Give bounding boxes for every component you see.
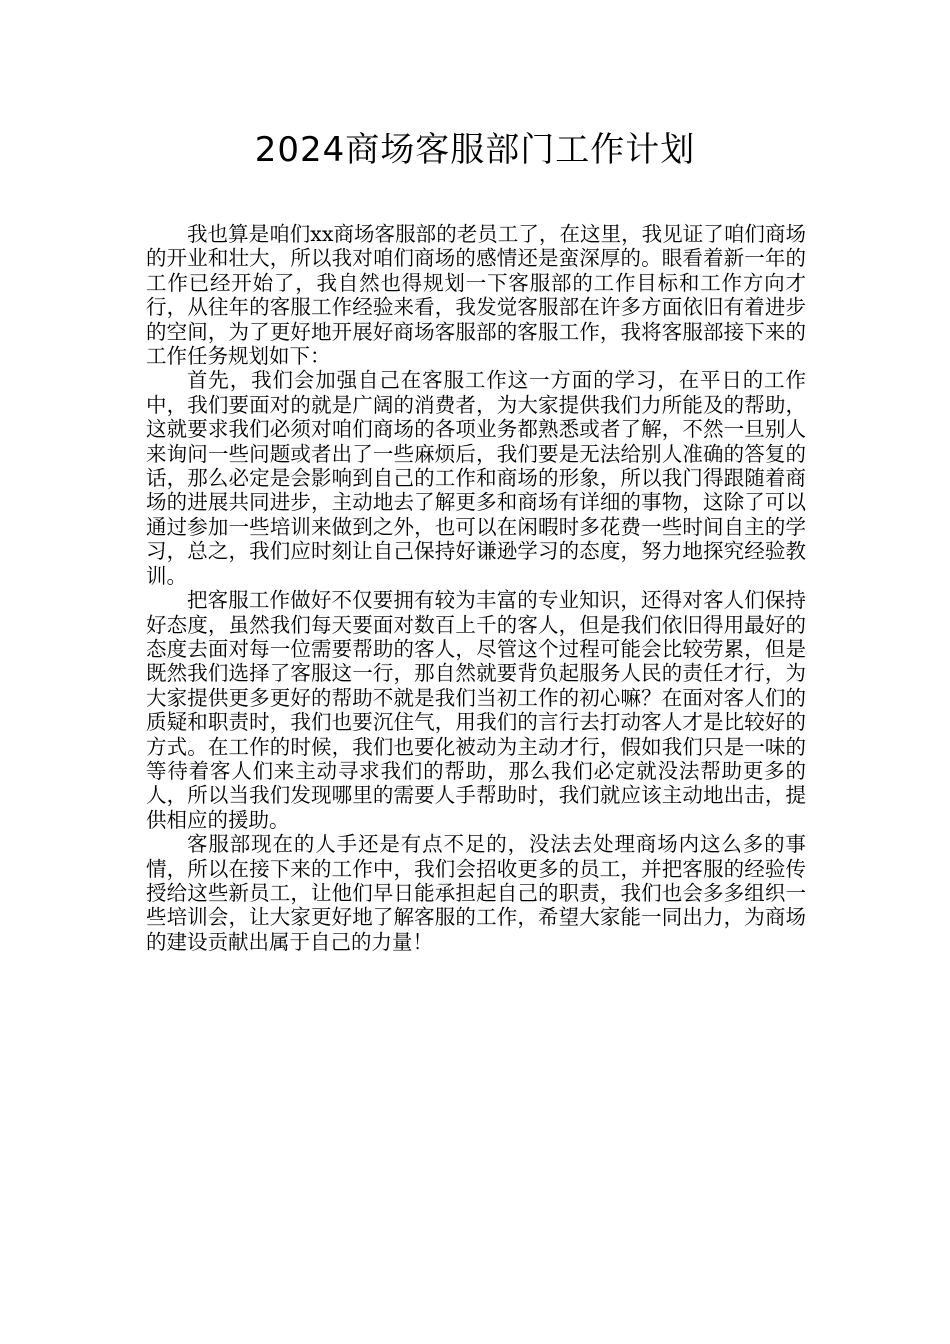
paragraph-attitude: 把客服工作做好不仅要拥有较为丰富的专业知识，还得对客人们保持好态度，虽然我们每天要面对数百上千的客人，但是我们依旧得用最好的态度去面对每一位需要帮助的客人，尽管这个过程可能会比较劳累，但是既然我们选择了客服这一行，那自然就要背负起服务人民的责任才行，为大家提供更多更好的帮助不就是我们当初工作的初心嘛？在面对客人们的质疑和职责时，我们也要沉住气，用我们的言行去打动客人才是比较好的方式。在工作的时候，我们也要化被动为主动才行，假如我们只是一味的等待着客人们来主动寻求我们的帮助，那么我们必定就没法帮助更多的人，所以当我们发现哪里的需要人手帮助时，我们就应该主动地出击，提供相应的援助。 xyxy=(146,588,806,832)
paragraph-learning: 首先，我们会加强自己在客服工作这一方面的学习，在平日的工作中，我们要面对的就是广阔的消费者，为大家提供我们力所能及的帮助，这就要求我们必须对咱们商场的各项业务都熟悉或者了解，不然一旦别人来询问一些问题或者出了一些麻烦后，我们要是无法给别人准确的答复的话，那么必定是会影响到自己的工作和商场的形象，所以我门得跟随着商场的进展共同进步，主动地去了解更多和商场有详细的事物，这除了可以通过参加一些培训来做到之外，也可以在闲暇时多花费一些时间自主的学习，总之，我们应时刻让自己保持好谦逊学习的态度，努力地探究经验教训。 xyxy=(146,368,806,588)
paragraph-intro: 我也算是咱们xx商场客服部的老员工了，在这里，我见证了咱们商场的开业和壮大，所以我对咱们商场的感情还是蛮深厚的。眼看着新一年的工作已经开始了，我自然也得规划一下客服部的工作目标和工作方向才行，从往年的客服工作经验来看，我发觉客服部在许多方面依旧有着进步的空间，为了更好地开展好商场客服部的客服工作，我将客服部接下来的工作任务规划如下： xyxy=(146,222,806,369)
document-body xyxy=(146,222,806,954)
document-title: 2024商场客服部门工作计划 xyxy=(254,130,696,170)
paragraph-staffing: 客服部现在的人手还是有点不足的，没法去处理商场内这么多的事情，所以在接下来的工作中，我们会招收更多的员工，并把客服的经验传授给这些新员工，让他们早日能承担起自己的职责，我们也会多多组织一些培训会，让大家更好地了解客服的工作，希望大家能一同出力，为商场的建设贡献出属于自己的力量！ xyxy=(146,832,806,954)
